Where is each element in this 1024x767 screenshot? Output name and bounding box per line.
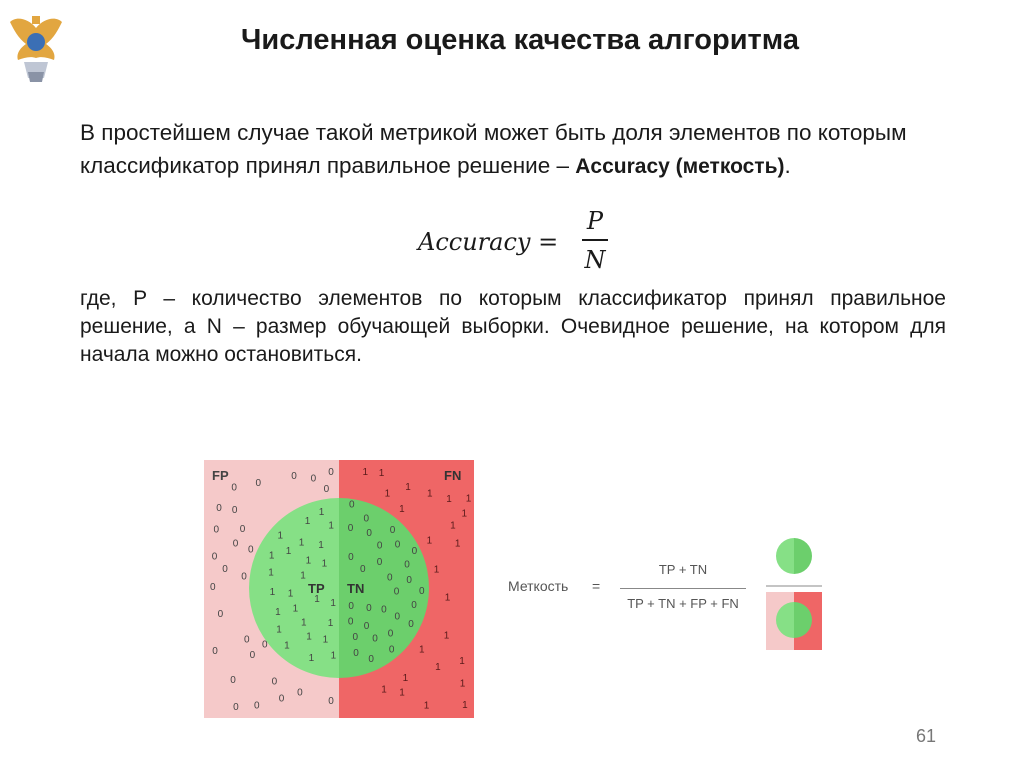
fn-label: FN [444, 468, 462, 483]
fn-digit: 1 [450, 520, 456, 532]
metric-fraction-bar [620, 588, 746, 589]
formula-lhs: Accuracy = [418, 228, 559, 256]
fp-digit: 0 [262, 639, 268, 651]
fp-digit: 0 [328, 466, 334, 478]
tp-digit: 1 [330, 650, 337, 662]
fp-digit: 0 [231, 504, 238, 516]
fn-digit: 1 [443, 630, 450, 642]
intro-paragraph [80, 116, 950, 183]
fp-digit: 0 [217, 608, 224, 620]
tn-digit: 0 [376, 557, 383, 569]
explanation-paragraph: где, P – количество элементов по которым классификатор принял правильное решение, а N – размер обучающей выборки. Очевидное решение, на котором для начала можно остановиться. [80, 287, 946, 366]
metric-denominator: TP + TN + FP + FN [627, 596, 739, 611]
fp-digit: 0 [297, 687, 303, 699]
tp-digit: 1 [304, 515, 311, 527]
fn-digit: 1 [459, 678, 466, 690]
fn-digit: 1 [465, 493, 472, 505]
fp-digit: 0 [254, 700, 260, 712]
tn-digit: 0 [348, 601, 354, 613]
fraction-bar [582, 239, 608, 241]
tp-digit: 1 [301, 617, 307, 629]
eagle-emblem-icon [6, 8, 66, 88]
tp-digit: 1 [318, 507, 325, 519]
slide-title: Численная оценка качества алгоритма [241, 24, 799, 56]
fp-digit: 0 [310, 473, 317, 485]
mini-top-right-half [794, 538, 812, 574]
fn-digit: 1 [435, 662, 441, 673]
tp-digit: 1 [275, 607, 281, 619]
mini-diagram [764, 534, 824, 652]
fp-digit: 0 [232, 538, 239, 550]
fp-digit: 0 [255, 477, 262, 489]
fp-digit: 0 [216, 502, 222, 514]
accuracy-term: Accuracy (меткость) [575, 155, 785, 178]
fp-digit: 0 [278, 693, 285, 705]
fn-digit: 1 [402, 672, 409, 684]
fp-digit: 0 [210, 581, 216, 593]
tn-digit: 0 [347, 523, 354, 535]
fp-digit: 0 [323, 484, 330, 495]
tp-digit: 1 [292, 603, 299, 615]
tn-digit: 0 [376, 540, 383, 552]
fp-digit: 0 [231, 482, 237, 494]
intro-text: В простейшем случае такой метрикой может быть доля элементов по которым классификатор принял правильное решение – [80, 120, 907, 178]
tp-digit: 1 [269, 587, 276, 599]
fn-digit: 1 [399, 687, 405, 699]
tn-digit: 0 [366, 603, 372, 615]
confusion-diagram [204, 460, 474, 718]
fp-label: FP [212, 468, 229, 483]
fn-digit: 1 [419, 644, 425, 656]
tn-digit: 0 [352, 631, 359, 643]
fp-digit: 0 [241, 571, 247, 583]
mini-top-left-half [776, 538, 794, 574]
metric-equals: = [592, 578, 601, 594]
tp-digit: 1 [298, 537, 305, 549]
formula-denominator: N [584, 246, 606, 274]
fp-digit: 0 [230, 675, 236, 687]
fp-digit: 0 [213, 524, 220, 536]
tp-digit: 1 [284, 640, 290, 652]
formula-numerator: P [586, 207, 604, 235]
fn-digit: 1 [362, 466, 369, 478]
fp-digit: 0 [233, 701, 239, 713]
tn-label: TN [347, 581, 365, 596]
fp-digit: 0 [249, 649, 256, 661]
tn-digit: 0 [368, 653, 374, 665]
fp-digit: 0 [244, 634, 250, 646]
fn-digit: 1 [446, 493, 452, 505]
fp-digit: 0 [271, 676, 278, 688]
tp-digit: 1 [314, 594, 320, 605]
tp-digit: 1 [305, 555, 312, 567]
fn-digit: 1 [378, 467, 385, 479]
fp-digit: 0 [239, 524, 246, 536]
tn-digit: 0 [389, 524, 396, 536]
tp-digit: 1 [322, 634, 329, 646]
tp-digit: 1 [268, 550, 275, 562]
tp-digit: 1 [318, 540, 324, 551]
tn-digit: 0 [419, 586, 425, 598]
tp-digit: 1 [328, 520, 334, 532]
fn-digit: 1 [384, 488, 391, 500]
tn-digit: 0 [353, 648, 359, 660]
tp-digit: 1 [321, 558, 328, 570]
tp-digit: 1 [276, 624, 282, 636]
fp-digit: 0 [328, 696, 334, 708]
tn-digit: 0 [363, 621, 370, 633]
fn-digit: 1 [427, 488, 433, 500]
tn-digit: 0 [381, 604, 387, 616]
tp-digit: 1 [287, 588, 294, 600]
intro-end: . [784, 153, 791, 178]
formula-fraction [582, 205, 608, 276]
tp-digit: 1 [277, 530, 284, 542]
tn-digit: 0 [348, 551, 354, 563]
tn-digit: 0 [394, 539, 401, 551]
tn-digit: 0 [387, 572, 393, 584]
tn-digit: 0 [406, 575, 412, 587]
tp-digit: 1 [330, 598, 336, 610]
fn-digit: 1 [405, 481, 411, 493]
tn-digit: 0 [360, 563, 366, 575]
tn-digit: 0 [363, 513, 370, 525]
fp-digit: 0 [291, 471, 297, 483]
fp-digit: 0 [222, 564, 228, 576]
fn-digit: 1 [381, 684, 387, 696]
tn-digit: 0 [404, 559, 410, 571]
fp-digit: 0 [212, 646, 218, 657]
page-number: 61 [916, 726, 937, 746]
tn-digit: 0 [408, 619, 414, 631]
fp-digit: 0 [248, 544, 254, 556]
tn-digit: 0 [411, 545, 418, 557]
tp-digit: 1 [327, 618, 334, 630]
tn-digit: 0 [349, 499, 355, 511]
tp-digit: 1 [300, 570, 306, 582]
tn-digit: 0 [393, 586, 400, 598]
accuracy-formula [418, 205, 618, 275]
metric-numerator: TP + TN [658, 562, 708, 577]
tn-digit: 0 [347, 616, 354, 628]
fn-digit: 1 [462, 700, 468, 712]
tn-digit: 0 [387, 628, 394, 640]
tn-digit: 0 [411, 600, 417, 612]
fn-digit: 1 [459, 656, 465, 668]
tp-digit: 1 [308, 653, 315, 665]
fn-digit: 1 [461, 508, 468, 520]
tn-digit: 0 [372, 633, 378, 645]
fn-digit: 1 [444, 592, 451, 604]
tp-label: TP [308, 581, 325, 596]
metric-label: Меткость [508, 578, 569, 594]
fn-digit: 1 [423, 700, 430, 712]
fn-digit: 1 [399, 504, 405, 516]
fp-digit: 0 [211, 551, 218, 563]
tp-digit: 1 [306, 631, 312, 643]
tn-digit: 0 [366, 528, 372, 540]
tp-digit: 1 [285, 546, 292, 558]
fn-digit: 1 [426, 535, 433, 547]
tp-digit: 1 [268, 567, 274, 579]
tn-digit: 0 [388, 644, 395, 656]
tn-digit: 0 [394, 611, 401, 623]
fn-digit: 1 [433, 564, 440, 576]
fn-digit: 1 [454, 538, 461, 550]
